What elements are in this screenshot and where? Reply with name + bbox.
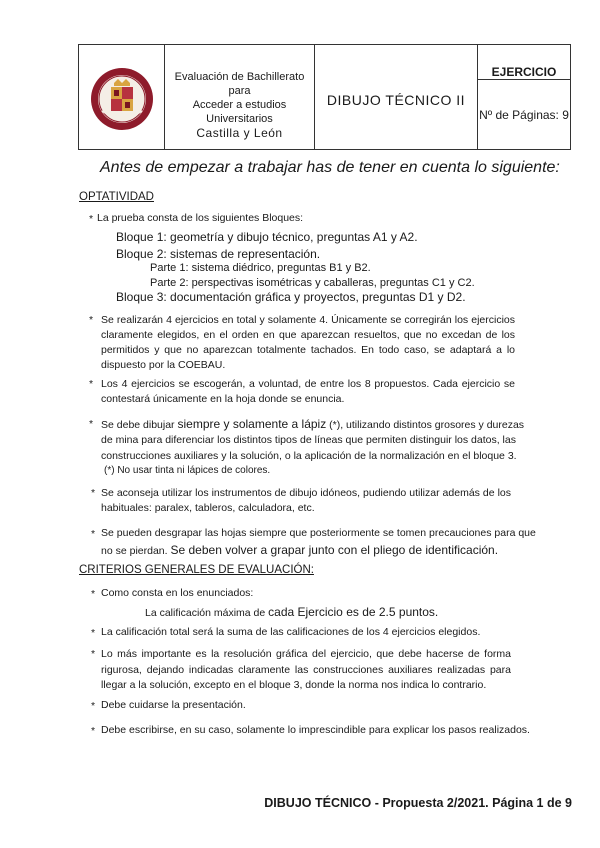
- institution-line-3: Castilla y León: [196, 126, 283, 140]
- calificacion-text: La calificación máxima de: [145, 607, 266, 619]
- criterio-calificacion: [145, 605, 438, 619]
- lapiz-line-3: construcciones auxiliares y la solución, o la aplicación de la normalización en el bloque 3.: [101, 450, 517, 462]
- bullet: *: [89, 378, 94, 390]
- bullet: *: [89, 418, 94, 430]
- bullet: *: [91, 487, 96, 499]
- bullet: *: [89, 213, 94, 225]
- criterio-importante: Lo más importante es la resolución gráfica del ejercicio, que debe hacerse de forma rigurosa, dejando indicadas claramente las construcciones auxiliares realizadas para llegar a la solución, excepto en el bloque 3, donde la norma nos indica lo contrario.: [101, 648, 511, 691]
- intro-heading: Antes de empezar a trabajar has de tener en cuenta lo siguiente:: [100, 159, 560, 176]
- subject-cell: [315, 45, 478, 149]
- desgrapar-text-a: no se pierdan.: [101, 545, 168, 557]
- page-count: Nº de Páginas: 9: [479, 108, 569, 122]
- bullet: *: [91, 627, 96, 639]
- page-footer: DIBUJO TÉCNICO - Propuesta 2/2021. Página 1 de 9: [264, 796, 572, 810]
- bloque-2: Bloque 2: sistemas de representación.: [116, 247, 321, 261]
- calificacion-emphasis: cada Ejercicio es de 2.5 puntos.: [268, 605, 439, 619]
- exercise-divider: [478, 79, 570, 80]
- criterios-heading: CRITERIOS GENERALES DE EVALUACIÓN:: [79, 564, 314, 576]
- criterio-enunciados: Como consta en los enunciados:: [101, 587, 254, 599]
- lapiz-note: (*) No usar tinta ni lápices de colores.: [104, 465, 271, 476]
- bullet: *: [89, 314, 94, 326]
- bloque-1: Bloque 1: geometría y dibujo técnico, preguntas A1 y A2.: [116, 230, 418, 244]
- lapiz-text-a: Se debe dibujar: [101, 419, 175, 431]
- bullet: *: [91, 648, 96, 660]
- exercise-cell: [478, 45, 570, 149]
- bullet: *: [91, 725, 96, 737]
- desgrapar-line-2: [101, 543, 498, 557]
- parte-1: Parte 1: sistema diédrico, preguntas B1 y B2.: [150, 262, 371, 274]
- bloque-3: Bloque 3: documentación gráfica y proyectos, preguntas D1 y D2.: [116, 290, 466, 304]
- institution-line-2: Acceder a estudios Universitarios: [192, 99, 287, 125]
- institution-cell: [165, 45, 315, 149]
- subject-title: DIBUJO TÉCNICO II: [326, 92, 466, 108]
- desgrapar-emphasis: Se deben volver a grapar junto con el pliego de identificación.: [170, 543, 499, 557]
- lapiz-line-1: [101, 417, 524, 431]
- bullet: *: [91, 528, 96, 540]
- institution-line-1: Evaluación de Bachillerato para: [174, 71, 305, 97]
- desgrapar-line-1: Se pueden desgrapar las hojas siempre que posteriormente se tomen precauciones para que: [101, 527, 536, 539]
- exercise-label: EJERCICIO: [491, 65, 557, 79]
- crest-cell: [79, 45, 165, 149]
- university-crest-icon: [90, 67, 154, 131]
- criterio-total: La calificación total será la suma de las calificaciones de los 4 ejercicios elegidos.: [101, 626, 481, 638]
- bullet: *: [91, 588, 96, 600]
- criterio-presentacion: Debe cuidarse la presentación.: [101, 699, 246, 711]
- parte-2: Parte 2: perspectivas isométricas y caballeras, preguntas C1 y C2.: [150, 277, 475, 289]
- blocks-lead: La prueba consta de los siguientes Bloques:: [97, 212, 304, 224]
- paragraph-instrumentos: Se aconseja utilizar los instrumentos de dibujo idóneos, pudiendo utilizar además de los habituales: paralex, tableros, calculadora, etc.: [101, 487, 511, 514]
- optatividad-heading: OPTATIVIDAD: [79, 191, 154, 203]
- bullet: *: [91, 700, 96, 712]
- criterio-escribirse: Debe escribirse, en su caso, solamente lo imprescindible para explicar los pasos realizados.: [101, 724, 530, 736]
- paragraph-escogeran: Los 4 ejercicios se escogerán, a voluntad, de entre los 8 propuestos. Cada ejercicio se contestará únicamente en la hoja donde se enuncia.: [101, 378, 515, 405]
- header-table: [78, 44, 571, 150]
- lapiz-text-c: (*), utilizando distintos grosores y durezas: [329, 419, 525, 431]
- lapiz-line-2: de mina para diferenciar los distintos tipos de líneas que permiten distinguir los datos, las: [101, 434, 516, 446]
- lapiz-emphasis: siempre y solamente a lápiz: [177, 417, 327, 431]
- paragraph-realizaran: Se realizarán 4 ejercicios en total y solamente 4. Únicamente se corregirán los ejercicios claramente elegidos, en el orden en que aparezcan resueltos, que no excedan de los permitidos y que no aparezcan totalmente tachados. En todo caso, se adaptará a lo dispuesto por la COEBAU.: [101, 314, 515, 371]
